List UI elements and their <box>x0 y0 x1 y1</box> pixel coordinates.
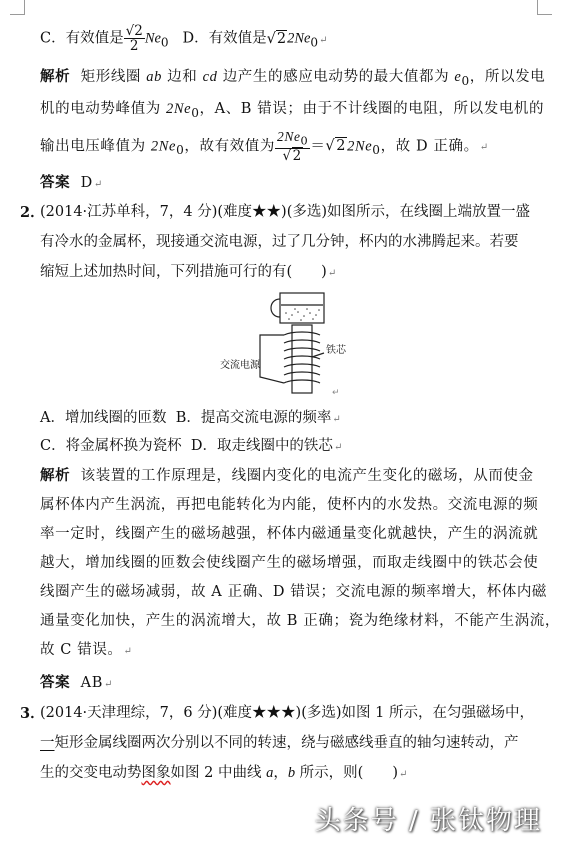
q2-analysis-line-2: 属杯体内产生涡流，再把电能转化为内能，使杯内的水发热。交流电源的频 <box>40 497 539 513</box>
q1-analysis-line-3: 输出电压峰值为 $2Ne_0$，故有效值为 $\frac{2Ne_0}{√2}$ $=√22Ne_0$，故 D 正确。↵ <box>40 129 489 164</box>
q2-answer: 答案 AB↵ <box>40 674 113 691</box>
q2-stem-line-2: 有冷水的金属杯，现接通交流电源，过了几分钟，杯内的水沸腾起来。若要 <box>40 234 519 250</box>
q3-number: 3． <box>20 705 45 722</box>
q1-analysis-line-2: 机的电动势峰值为 $2Ne_0$，A、B 错误；由于不计线圈的电阻，所以发电机的 <box>40 101 545 120</box>
q3-stem-line-3: 生的交变电动势图象如图 2 中曲线 a，b 所示，则( )↵ <box>40 765 408 781</box>
q2-analysis-line-1: 解析 该装置的工作原理是，线圈内变化的电流产生变化的磁场，从而使金 <box>40 467 534 484</box>
q2-analysis-line-4: 越大，增加线圈的匝数会使线圈产生的磁场增强，而取走线圈中的铁芯会使 <box>40 555 539 571</box>
q2-analysis-line-7: 故 C 错误。↵ <box>40 642 133 658</box>
page-corner-mark-left <box>10 0 25 15</box>
q2-analysis-line-3: 率一定时，线圈产生的磁场越强，杯体内磁通量变化就越快，产生的涡流就 <box>40 526 539 542</box>
watermark: 头条号 / 张钛物理 <box>314 806 542 836</box>
difficulty-stars: ★★★ <box>252 705 296 721</box>
q2-options-cd: C．将金属杯换为瓷杯 D．取走线圈中的铁芯↵ <box>40 438 343 454</box>
q3-stem-line-2: 一矩形金属线圈两次分别以不同的转速，绕与磁感线垂直的轴匀速转动，产 <box>40 735 519 751</box>
q2-figure-coil-and-cup <box>220 287 360 399</box>
figure-label-ac-source: 交流电源 <box>220 360 260 371</box>
q2-stem-line-1: (2014·江苏单科，7，4 分)(难度★★)(多选)如图所示，在线圈上端放置一盛 <box>40 204 531 220</box>
q1-analysis-line-1: 解析 矩形线圈 ab 边和 cd 边产生的感应电动势的最大值都为 $e_0$，所以发电 <box>40 68 546 88</box>
page-corner-mark-right <box>537 0 552 15</box>
svg-text:↵: ↵ <box>332 388 340 398</box>
q2-analysis-line-5: 线圈产生的磁场减弱，故 A 正确、D 错误；交流电源的频率增大，杯体内磁 <box>40 584 548 600</box>
q3-stem-line-1: (2014·天津理综，7，6 分)(难度★★★)(多选)如图 1 所示，在匀强磁场中， <box>40 705 534 721</box>
fraction-2ne0-over-sqrt2: $\frac{2Ne_0}{√2}$ <box>277 129 309 164</box>
q2-analysis-line-6: 通量变化加快，产生的涡流增大，故 B 正确；瓷为绝缘材料，不能产生涡流， <box>40 613 560 629</box>
q2-options-ab: A．增加线圈的匝数 B．提高交流电源的频率↵ <box>40 410 341 426</box>
figure-label-iron-core: 铁芯 <box>326 345 346 356</box>
difficulty-stars: ★★ <box>252 204 282 220</box>
fraction-sqrt2-over-2: $\frac{√2}{2}$ <box>125 23 143 55</box>
q2-stem-line-3: 缩短上述加热时间，下列措施可行的有( )↵ <box>40 264 337 280</box>
q1-options-cd: C．有效值是 $\frac{√2}{2}$ $Ne_0$ D．有效值是$√22Ne_0↵$ <box>40 23 328 55</box>
q2-number: 2． <box>20 204 45 221</box>
sqrt-sign: √2 <box>266 30 287 47</box>
q1-answer: 答案 D↵ <box>40 174 103 191</box>
